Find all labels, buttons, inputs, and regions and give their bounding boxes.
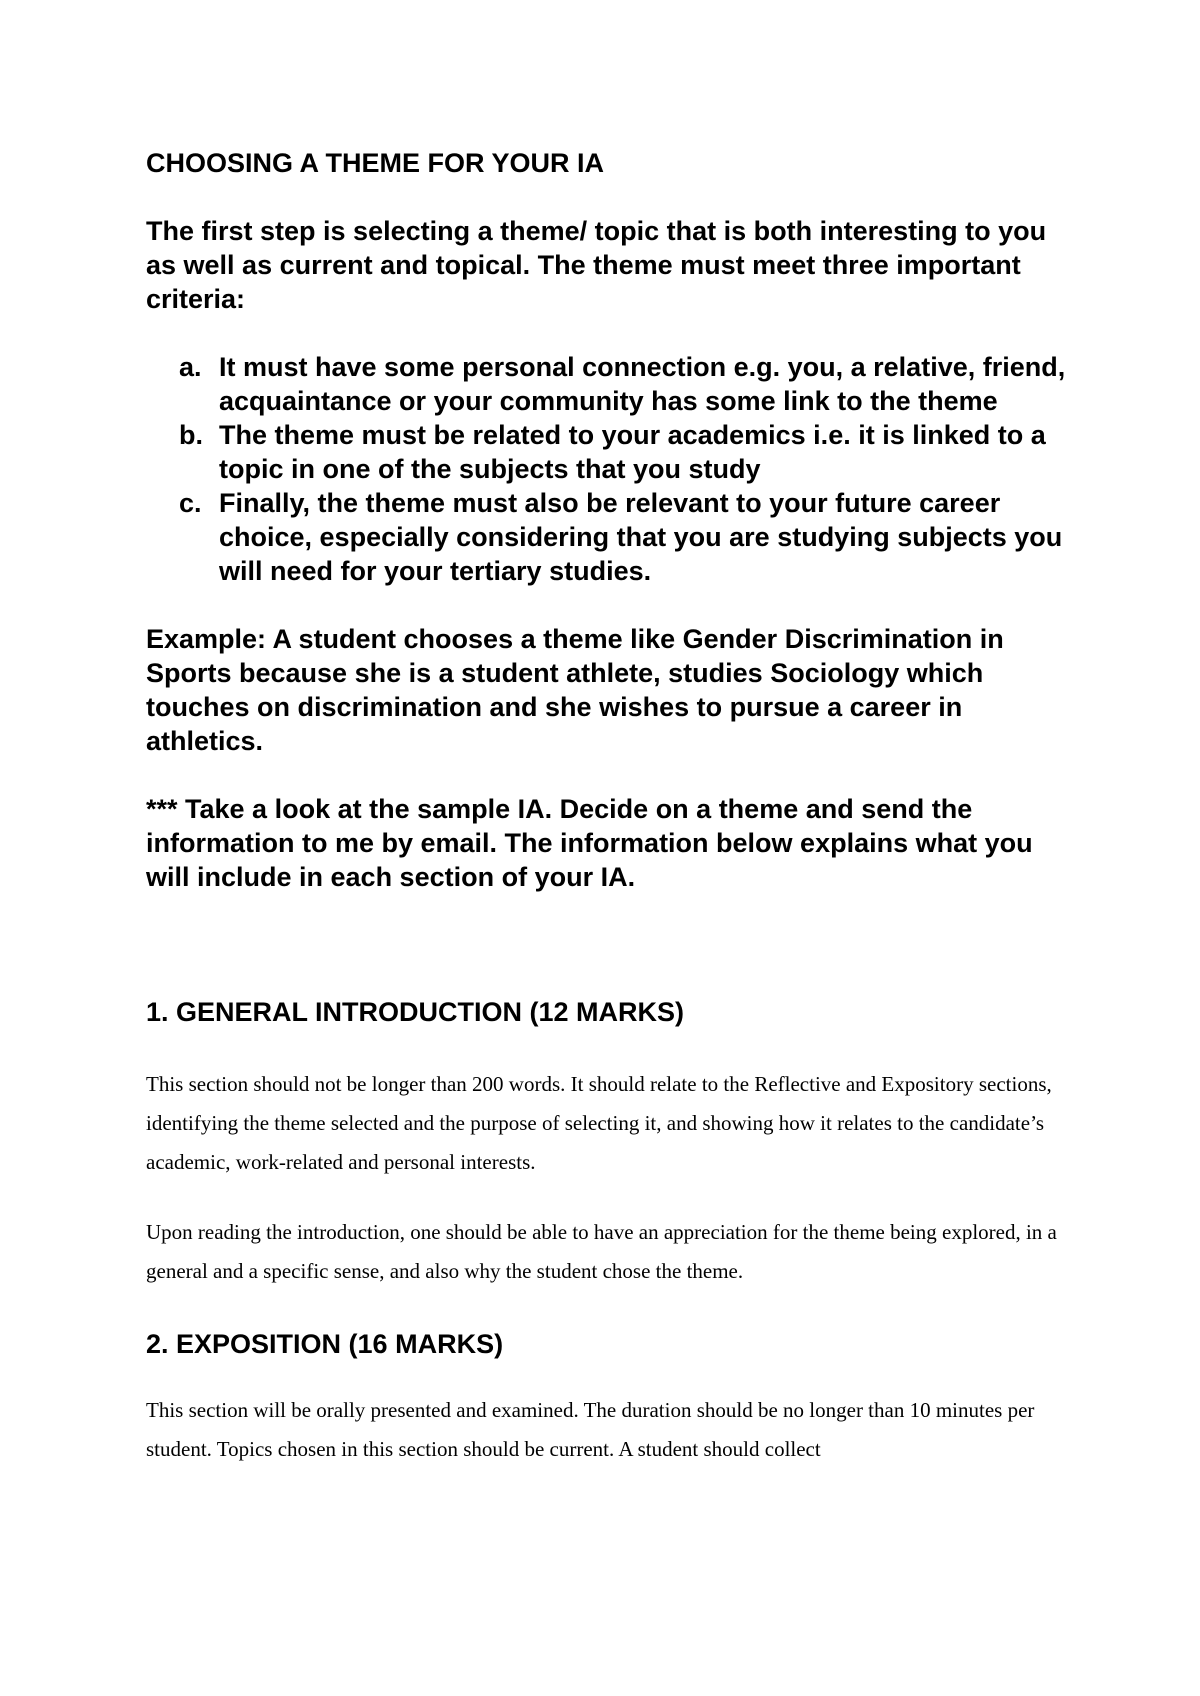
section-heading-general-introduction: 1. GENERAL INTRODUCTION (12 MARKS) bbox=[146, 997, 685, 1027]
exposition-paragraph-1: This section will be orally presented and examined. The duration should be no longer than 10 minutes per student. Topics chosen in this section should be current. A student should collect bbox=[146, 1398, 1035, 1461]
section-heading-exposition: 2. EXPOSITION (16 MARKS) bbox=[146, 1329, 504, 1359]
example-paragraph: Example: A student chooses a theme like Gender Discrimination in Sports because she is a student athlete, studies Sociology which touches on discrimination and she wishes to pursue a career in athletics. bbox=[146, 624, 1004, 756]
intro-paragraph: The first step is selecting a theme/ topic that is both interesting to you as well as current and topical. The theme must meet three important criteria: bbox=[146, 216, 1047, 314]
document-title: CHOOSING A THEME FOR YOUR IA bbox=[146, 148, 605, 178]
document-content bbox=[146, 146, 1066, 1469]
criteria-list bbox=[146, 350, 1066, 588]
list-item bbox=[146, 350, 1066, 418]
list-item-text: The theme must be related to your academics i.e. it is linked to a topic in one of the subjects that you study bbox=[219, 420, 1046, 484]
list-item-text: Finally, the theme must also be relevant to your future career choice, especially considering that you are studying subjects you will need for your tertiary studies. bbox=[219, 488, 1063, 586]
list-item bbox=[146, 418, 1066, 486]
list-marker: a. bbox=[179, 352, 202, 382]
intro-section-paragraph-2: Upon reading the introduction, one should be able to have an appreciation for the theme being explored, in a general and a specific sense, and also why the student chose the theme. bbox=[146, 1220, 1057, 1283]
intro-section-paragraph-1: This section should not be longer than 200 words. It should relate to the Reflective and Expository sections, identifying the theme selected and the purpose of selecting it, and showing how it relates to the candidate’s academic, work-related and personal interests. bbox=[146, 1072, 1052, 1174]
list-item-text: It must have some personal connection e.g. you, a relative, friend, acquaintance or your community has some link to the theme bbox=[219, 352, 1066, 416]
list-marker: b. bbox=[179, 420, 203, 450]
list-marker: c. bbox=[179, 488, 202, 518]
list-item bbox=[146, 486, 1066, 588]
instruction-paragraph: *** Take a look at the sample IA. Decide on a theme and send the information to me by email. The information below explains what you will include in each section of your IA. bbox=[146, 794, 1033, 892]
